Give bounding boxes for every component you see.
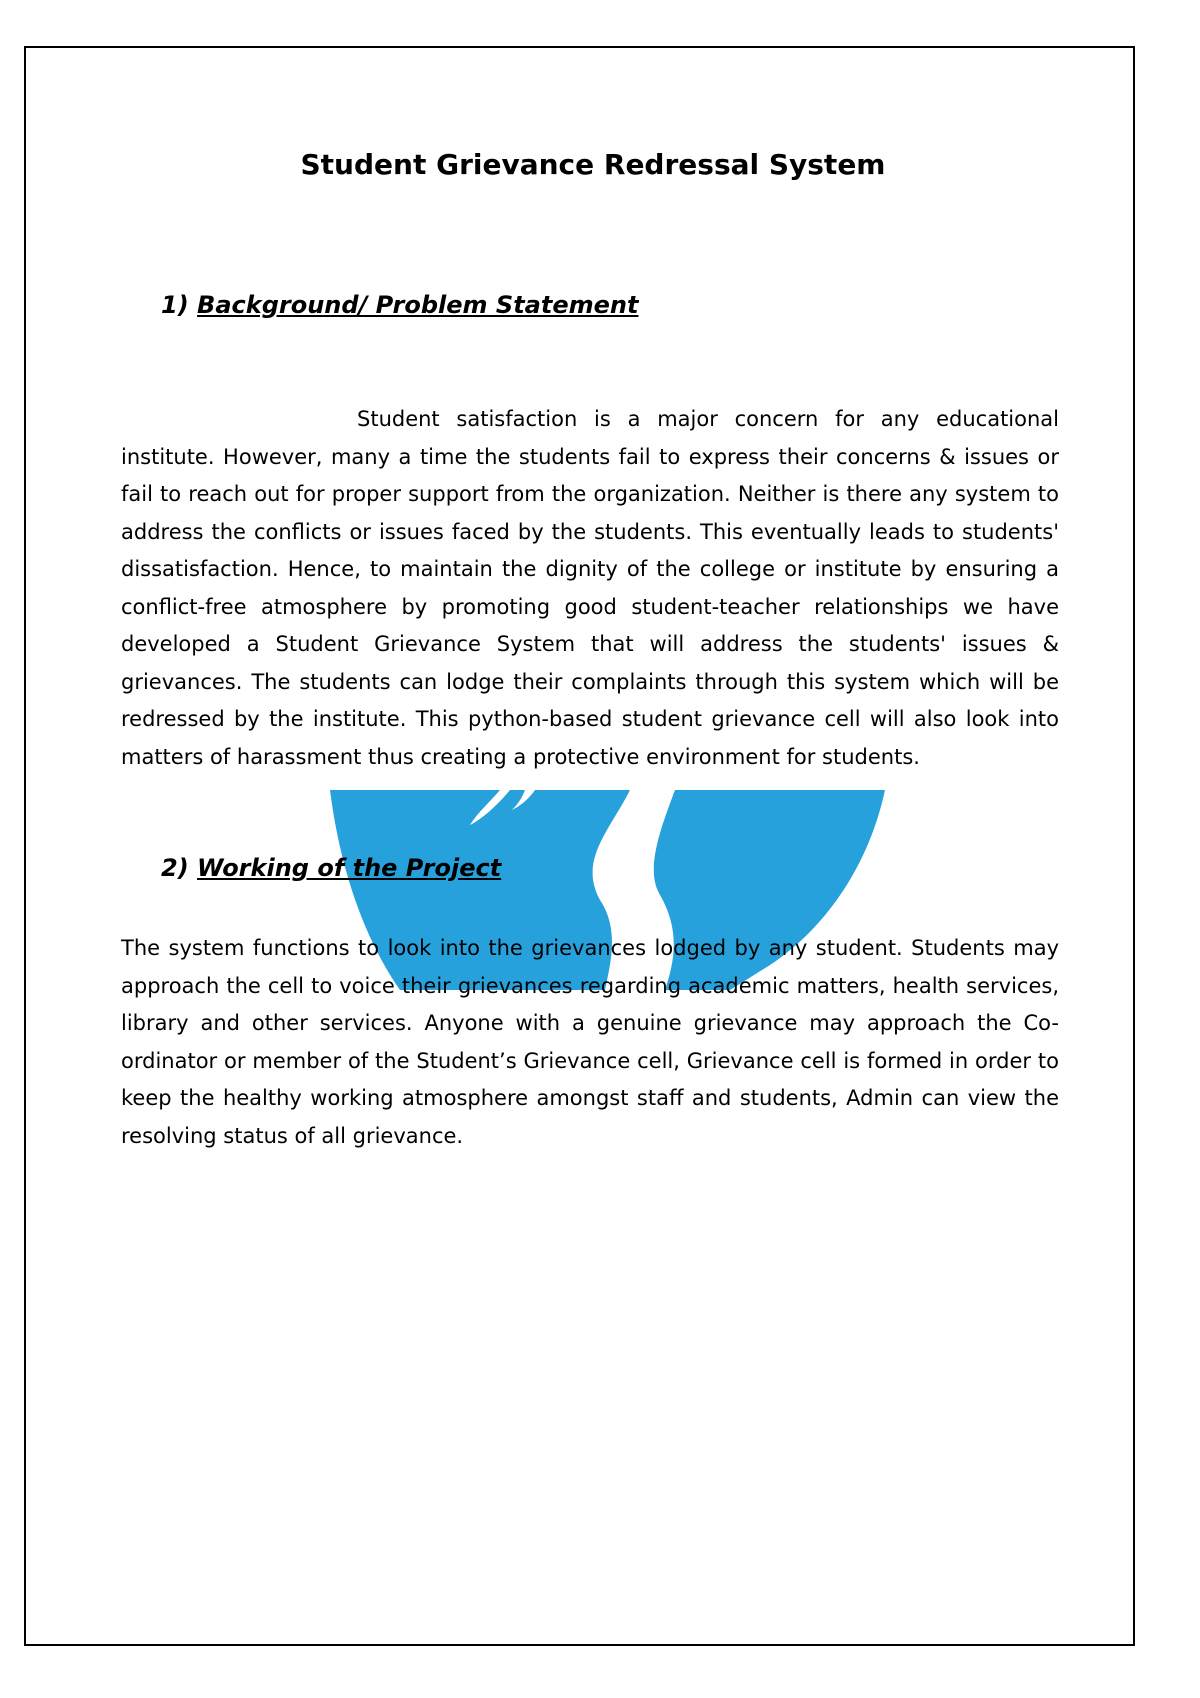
paragraph-working: The system functions to look into the grievances lodged by any student. Students may approach the cell to voice their grievances regarding academic matters, health services, library and other services. Anyone with a genuine grievance may approach the Co-ordinator or member of the Student’s Grievance cell, Grievance cell is formed in order to keep the healthy working atmosphere amongst staff and students, Admin can view the resolving status of all grievance. [121, 936, 1059, 1148]
section-heading-working [121, 854, 1059, 882]
section-number: 1) [161, 291, 189, 319]
section-heading-background [121, 291, 1059, 319]
section-title: Background/ Problem Statement [197, 291, 639, 319]
section-title: Working of the Project [197, 854, 502, 882]
paragraph-background: Student satisfaction is a major concern for any educational institute. However, many a time the students fail to express their concerns & issues or fail to reach out for proper support from the organization. Neither is there any system to address the conflicts or issues faced by the students. This eventually leads to students' dissatisfaction. Hence, to maintain the dignity of the college or institute by ensuring a conflict-free atmosphere by promoting good student-teacher relationships we have developed a Student Grievance System that will address the students' issues & grievances. The students can lodge their complaints through this system which will be redressed by the institute. This python-based student grievance cell will also look into matters of harassment thus creating a protective environment for students. [121, 407, 1059, 769]
section-number: 2) [161, 854, 189, 882]
document-title: Student Grievance Redressal System [300, 148, 886, 181]
document-content [121, 140, 1059, 1155]
